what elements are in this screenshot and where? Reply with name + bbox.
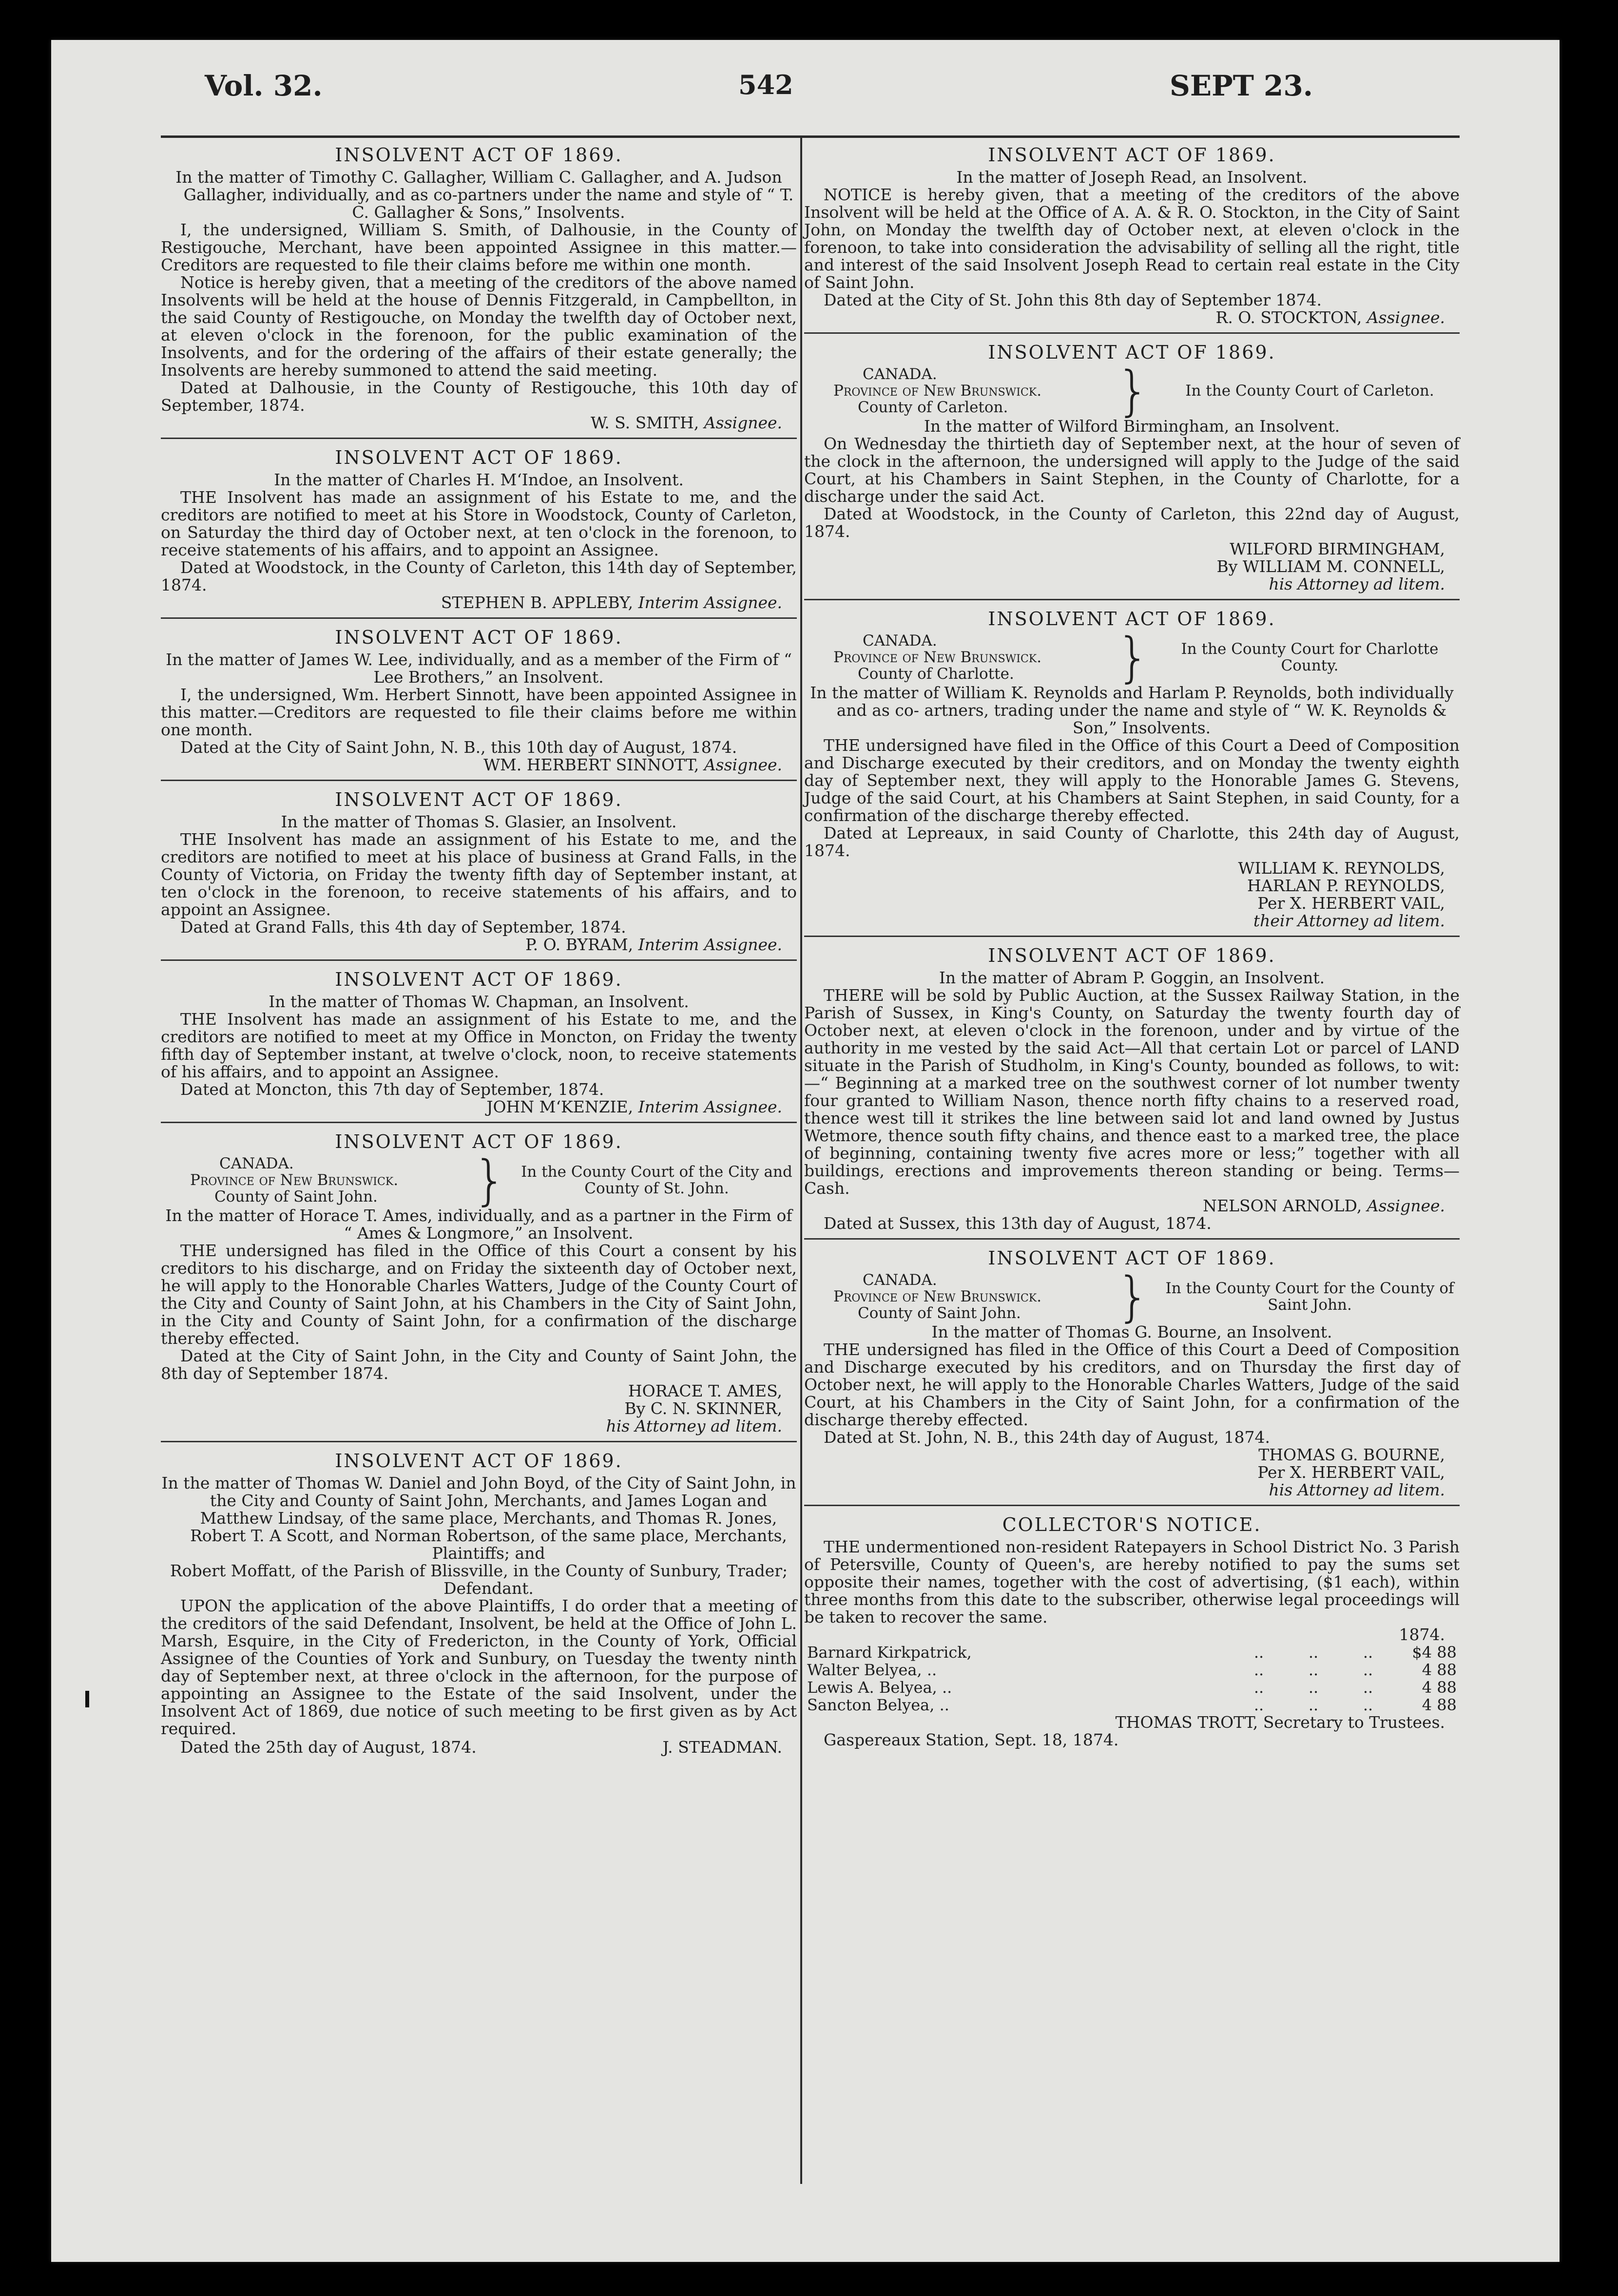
leader-dots: .. <box>1308 1696 1319 1714</box>
notice-paragraph: I, the undersigned, William S. Smith, of Dalhousie, in the County of Restigouche, Merchant, have been appointed Assignee in this matter.—Creditors are requested to file their claims before me within one month. <box>161 220 797 274</box>
caption-county: County of Carleton. <box>858 399 1008 416</box>
notice <box>161 444 797 619</box>
signature-line: Per X. HERBERT VAIL, <box>1257 894 1445 913</box>
caption-left <box>190 1155 463 1205</box>
ratepayer-amount: $4 88 <box>1412 1643 1457 1662</box>
signatory-name: STEPHEN B. APPLEBY, <box>441 593 634 612</box>
notice <box>161 624 797 781</box>
notice-heading: INSOLVENT ACT OF 1869. <box>335 447 623 468</box>
left-column <box>161 141 797 1767</box>
matter-line: In the matter of Thomas W. Chapman, an Insolvent. <box>269 992 689 1011</box>
right-column <box>804 141 1460 1760</box>
signatory-role: Interim Assignee. <box>638 593 782 612</box>
signature-line: his Attorney ad litem. <box>1269 574 1445 593</box>
matter-line: In the matter of Abram P. Goggin, an Insolvent. <box>939 968 1325 987</box>
brace-glyph: } <box>473 1149 507 1211</box>
signature-line: WILLIAM K. REYNOLDS, <box>1238 859 1445 878</box>
column-divider <box>800 137 802 2184</box>
signature <box>161 594 797 612</box>
caption-court: In the County Court for the County of Saint John. <box>1165 1280 1454 1314</box>
court-caption <box>833 360 1460 422</box>
caption-country: CANADA. <box>219 1155 294 1172</box>
signature-line: THOMAS G. BOURNE, <box>1258 1445 1445 1464</box>
signatory-role: Interim Assignee. <box>638 1097 782 1116</box>
volume-label: Vol. 32. <box>205 69 323 102</box>
notice-heading: INSOLVENT ACT OF 1869. <box>988 342 1276 363</box>
notice <box>161 1447 797 1762</box>
notice-heading: INSOLVENT ACT OF 1869. <box>988 1247 1276 1269</box>
header-rule <box>161 135 1460 138</box>
ratepayer-name: Walter Belyea, .. <box>807 1661 937 1679</box>
notice-paragraph: On Wednesday the thirtieth day of September next, at the hour of seven of the clock in the afternoon, the undersigned will apply to the Judge of the said Court, at his Chambers in Saint Stephen, in the County of Charlotte, for a discharge under the said Act. <box>804 434 1460 506</box>
caption-province: Province of New Brunswick. <box>833 1288 1042 1305</box>
caption-country: CANADA. <box>863 1271 937 1289</box>
notice <box>804 339 1460 600</box>
ratepayer-amount: 4 88 <box>1422 1678 1457 1697</box>
matter-line: In the matter of Horace T. Ames, individually, and as a partner in the Firm of “ Ames & Longmore,” an Insolvent. <box>165 1206 792 1243</box>
leader-dots: .. <box>1363 1678 1373 1697</box>
leader-dots: .. <box>1308 1661 1319 1679</box>
notice-paragraph: Dated at Woodstock, in the County of Carleton, this 14th day of September, 1874. <box>161 558 797 594</box>
matter-line: In the matter of Timothy C. Gallagher, William C. Gallagher, and A. Judson Gallagher, individually, and as co-partners under the name and style of “ T. C. Gallagher & Sons,” Insolvents. <box>175 168 794 222</box>
notice-heading: INSOLVENT ACT OF 1869. <box>335 1131 623 1152</box>
notice-paragraph: THE Insolvent has made an assignment of his Estate to me, and the creditors are notified to meet at his Store in Woodstock, County of Carleton, on Saturday the third day of October next, at ten o'clock in the forenoon, to receive statements of his affairs, and to appoint an Assignee. <box>161 488 797 559</box>
scan-mark <box>85 1691 89 1707</box>
caption-left <box>833 1272 1106 1321</box>
signature-line: By C. N. SKINNER, <box>624 1399 782 1418</box>
caption-court: In the County Court for Charlotte County. <box>1181 640 1439 674</box>
court-caption <box>833 626 1460 689</box>
signatory-name: P. O. BYRAM, <box>525 935 634 954</box>
notice-paragraph: THE Insolvent has made an assignment of his Estate to me, and the creditors are notified to meet at his place of business at Grand Falls, in the County of Victoria, on Friday the twenty fifth day of September instant, at ten o'clock in the forenoon, to receive statements of his affairs, and to appoint an Assignee. <box>161 830 797 919</box>
signature-line: his Attorney ad litem. <box>1269 1480 1445 1499</box>
notice-heading: INSOLVENT ACT OF 1869. <box>988 144 1276 166</box>
page-number: 542 <box>738 69 793 100</box>
notice-paragraph: THE undersigned have filed in the Office of this Court a Deed of Composition and Discharge executed by their creditors, and on Monday the twenty eighth day of September next, they will apply to the Honorable James G. Stevens, Judge of the said Court, at his Chambers at Saint Stephen, in said County, for a confirmation of the discharge thereby effected. <box>804 736 1460 825</box>
matter-line: Robert Moffatt, of the Parish of Blissville, in the County of Sunbury, Trader; Defendant. <box>170 1561 788 1598</box>
notice-paragraph: NOTICE is hereby given, that a meeting of the creditors of the above Insolvent will be held at the Office of A. A. & R. O. Stockton, in the City of Saint John, on Monday the twelfth day of October next, at eleven o'clock in the forenoon, to take into consideration the advisability of selling all the right, title and interest of the said Insolvent Joseph Read to certain real estate in the City of Saint John. <box>804 185 1460 292</box>
signatory-role: Interim Assignee. <box>638 935 782 954</box>
matter-line: In the matter of Thomas W. Daniel and John Boyd, of the City of Saint John, in the City and County of Saint John, Merchants, and James Logan and Matthew Lindsay, of the same place, Merchants, and Thomas R. Jones, Robert T. A Scott, and Norman Robertson, of the same place, Merchants, Plaintiffs; and <box>161 1473 796 1563</box>
leader-dots: .. <box>1253 1643 1264 1662</box>
notice-heading: INSOLVENT ACT OF 1869. <box>335 789 623 810</box>
ratepayer-table <box>804 1644 1460 1714</box>
caption-county: County of Saint John. <box>858 1304 1021 1322</box>
notice <box>804 1511 1460 1755</box>
signatory-name: WM. HERBERT SINNOTT, <box>483 755 699 774</box>
signature-line: HARLAN P. REYNOLDS, <box>1247 876 1445 895</box>
signature <box>161 936 797 954</box>
caption-county: County of Charlotte. <box>858 665 1014 683</box>
caption-province: Province of New Brunswick. <box>833 382 1042 400</box>
notice-paragraph: THERE will be sold by Public Auction, at the Sussex Railway Station, in the Parish of Sussex, in King's County, on Saturday the twenty fourth day of October next, at eleven o'clock in the forenoon, under and by virtue of the authority in me vested by the said Act—All that certain Lot or parcel of LAND situate in the Parish of Studholm, in King's County, bounded as follows, to wit:—“ Beginning at a marked tree on the southwest corner of lot number twenty four granted to William Nason, thence north fifty chains to a reserved road, thence west till it strikes the line between said lot and land owned by Justus Wetmore, thence south fifty chains, and thence east to a marked tree, the place of beginning, containing twenty five acres more or less;” together with all buildings, erections and improvements thereon standing or being. Terms—Cash. <box>804 986 1460 1198</box>
caption-left <box>833 366 1106 416</box>
signatory-name: R. O. STOCKTON, <box>1215 308 1362 327</box>
notice-heading: INSOLVENT ACT OF 1869. <box>335 627 623 648</box>
caption-province: Province of New Brunswick. <box>190 1171 399 1189</box>
signatory-name: W. S. SMITH, <box>591 413 699 432</box>
ratepayer-row <box>804 1644 1460 1661</box>
notice-paragraph: Dated at the City of St. John this 8th day of September 1874. <box>824 290 1322 309</box>
notice-paragraph: Dated at the City of Saint John, in the City and County of Saint John, the 8th day of September 1874. <box>161 1346 797 1383</box>
matter-line: In the matter of Thomas S. Glasier, an Insolvent. <box>281 812 677 831</box>
matter-line: In the matter of Wilford Birmingham, an Insolvent. <box>924 417 1340 436</box>
leader-dots: .. <box>1363 1643 1373 1662</box>
notice <box>161 966 797 1123</box>
brace-glyph: } <box>1116 1265 1150 1328</box>
signature-line: WILFORD BIRMINGHAM, <box>1230 539 1445 558</box>
notice-paragraph: Notice is hereby given, that a meeting of the creditors of the above named Insolvents will be held at the house of Dennis Fitzgerald, in Campbellton, in the said County of Restigouche, on Monday the twelfth day of October next, at eleven o'clock in the forenoon, for the public examination of the Insolvents, and for the ordering of the affairs of their estate generally; the Insolvents are hereby summoned to attend the said meeting. <box>161 273 797 380</box>
notice-heading: INSOLVENT ACT OF 1869. <box>988 945 1276 966</box>
ratepayer-name: Lewis A. Belyea, .. <box>807 1678 952 1697</box>
notice-paragraph: Dated at Dalhousie, in the County of Restigouche, this 10th day of September, 1874. <box>161 378 797 415</box>
caption-country: CANADA. <box>863 365 937 383</box>
signature-line: their Attorney ad litem. <box>1253 911 1445 930</box>
leader-dots: .. <box>1363 1661 1373 1679</box>
notice-heading: COLLECTOR'S NOTICE. <box>1002 1514 1262 1535</box>
matter-line: In the matter of Thomas G. Bourne, an Insolvent. <box>931 1322 1332 1341</box>
dated-line: Dated the 25th day of August, 1874. <box>180 1738 477 1757</box>
signatory-role: Assignee. <box>704 413 782 432</box>
notice <box>804 141 1460 334</box>
notice-paragraph: THE undermentioned non-resident Ratepayers in School District No. 3 Parish of Petersville, County of Queen's, are hereby notified to pay the sums set opposite their names, together with the cost of advertising, ($1 each), within three months from this date to the subscriber, otherwise legal proceedings will be taken to recover the same. <box>804 1537 1460 1626</box>
signatory-role: Assignee. <box>1367 1196 1445 1215</box>
matter-line: In the matter of James W. Lee, individually, and as a member of the Firm of “ Lee Brothers,” an Insolvent. <box>166 650 792 687</box>
caption-country: CANADA. <box>863 632 937 650</box>
notice-paragraph: THE undersigned has filed in the Office of this Court a consent by his creditors to his discharge, and on Friday the sixteenth day of October next, he will apply to the Honorable Charles Watters, Judge of the County Court of the City and County of Saint John, at his Chambers in the City of Saint John, in the City and County of Saint John, for a confirmation of the discharge thereby effected. <box>161 1241 797 1348</box>
rate-year: 1874. <box>1399 1625 1445 1644</box>
notice <box>804 1244 1460 1506</box>
notice-paragraph: UPON the application of the above Plaintiffs, I do order that a meeting of the creditors of the said Defendant, Insolvent, be held at the Office of John L. Marsh, Esquire, in the City of Fredericton, in the County of York, Official Assignee of the Counties of York and Sunbury, on Tuesday the twenty ninth day of September next, at three o'clock in the afternoon, for the purpose of appointing an Assignee to the Estate of the said Insolvent, under the Insolvent Act of 1869, due notice of such meeting to be first given as by Act required. <box>161 1596 797 1738</box>
caption-court: In the County Court of the City and County of St. John. <box>521 1163 792 1197</box>
notice <box>804 605 1460 937</box>
notice-paragraph: Dated at Grand Falls, this 4th day of September, 1874. <box>180 918 626 937</box>
notice-heading: INSOLVENT ACT OF 1869. <box>988 608 1276 630</box>
notice-paragraph: Dated at St. John, N. B., this 24th day of August, 1874. <box>824 1428 1270 1447</box>
issue-date: SEPT 23. <box>1170 69 1313 102</box>
leader-dots: .. <box>1363 1696 1373 1714</box>
ratepayer-name: Barnard Kirkpatrick, <box>807 1643 972 1662</box>
signatory-role: Assignee. <box>1367 308 1445 327</box>
dated-line: Gaspereaux Station, Sept. 18, 1874. <box>824 1730 1119 1749</box>
signature: THOMAS TROTT, Secretary to Trustees. <box>1115 1713 1445 1732</box>
notice-paragraph: I, the undersigned, Wm. Herbert Sinnott, have been appointed Assignee in this matter.—Creditors are requested to file their claims before me within one month. <box>161 685 797 739</box>
notice-paragraph: Dated at the City of Saint John, N. B., this 10th day of August, 1874. <box>180 738 737 757</box>
signature-line: Per X. HERBERT VAIL, <box>1257 1463 1445 1482</box>
caption-province: Province of New Brunswick. <box>833 649 1042 666</box>
notice-paragraph: THE Insolvent has made an assignment of his Estate to me, and the creditors are notified to meet at my Office in Moncton, on Friday the twenty fifth day of September instant, at twelve o'clock, noon, to receive statements of his affairs, and to appoint an Assignee. <box>161 1010 797 1081</box>
signature <box>161 414 797 432</box>
notice-paragraph: THE undersigned has filed in the Office of this Court a Deed of Composition and Discharge executed by his creditors, and on Thursday the first day of October next, he will apply to the Honorable Charles Watters, Judge of the said Court, at his Chambers in the City of Saint John, for a confirmation of the discharge thereby effected. <box>804 1340 1460 1429</box>
notice <box>161 1128 797 1442</box>
leader-dots: .. <box>1253 1696 1264 1714</box>
ratepayer-row <box>804 1696 1460 1714</box>
notice <box>804 942 1460 1240</box>
caption-left <box>833 632 1106 682</box>
ratepayer-amount: 4 88 <box>1422 1661 1457 1679</box>
signature-line: By WILLIAM M. CONNELL, <box>1216 557 1445 576</box>
notice-paragraph: Dated at Moncton, this 7th day of September, 1874. <box>180 1080 604 1099</box>
matter-line: In the matter of Charles H. M‘Indoe, an Insolvent. <box>274 470 684 489</box>
signature <box>161 756 797 774</box>
ratepayer-row <box>804 1679 1460 1696</box>
signatory-role: Assignee. <box>704 755 782 774</box>
leader-dots: .. <box>1308 1678 1319 1697</box>
signature <box>161 1098 797 1116</box>
brace-glyph: } <box>1116 360 1150 422</box>
leader-dots: .. <box>1253 1661 1264 1679</box>
leader-dots: .. <box>1308 1643 1319 1662</box>
ratepayer-name: Sancton Belyea, .. <box>807 1696 949 1714</box>
matter-line: In the matter of William K. Reynolds and Harlam P. Reynolds, both individually and as co- artners, trading under the name and style of “ W. K. Reynolds & Son,” Insolvents. <box>810 683 1454 737</box>
ratepayer-amount: 4 88 <box>1422 1696 1457 1714</box>
notice <box>161 141 797 439</box>
signature <box>804 1197 1460 1215</box>
signature: J. STEADMAN. <box>662 1738 782 1757</box>
signature <box>804 309 1460 326</box>
notice-heading: INSOLVENT ACT OF 1869. <box>335 969 623 990</box>
signatory-name: JOHN M‘KENZIE, <box>486 1097 634 1116</box>
caption-county: County of Saint John. <box>214 1188 378 1205</box>
dated-line: Dated at Sussex, this 13th day of August, 1874. <box>824 1214 1212 1233</box>
gazette-page <box>51 40 1560 2262</box>
signature-line: his Attorney ad litem. <box>606 1416 782 1435</box>
notice-heading: INSOLVENT ACT OF 1869. <box>335 144 623 166</box>
ratepayer-row <box>804 1661 1460 1679</box>
court-caption <box>833 1265 1460 1328</box>
notice-heading: INSOLVENT ACT OF 1869. <box>335 1450 623 1472</box>
notice-paragraph: Dated at Lepreaux, in said County of Charlotte, this 24th day of August, 1874. <box>804 823 1460 860</box>
court-caption <box>190 1149 797 1211</box>
matter-line: In the matter of Joseph Read, an Insolvent. <box>956 168 1308 187</box>
caption-court: In the County Court of Carleton. <box>1185 382 1434 400</box>
signatory-name: NELSON ARNOLD, <box>1203 1196 1362 1215</box>
brace-glyph: } <box>1116 626 1150 689</box>
signature-line: HORACE T. AMES, <box>628 1381 782 1400</box>
notice-paragraph: Dated at Woodstock, in the County of Carleton, this 22nd day of August, 1874. <box>804 504 1460 541</box>
dated-signature-row <box>161 1738 797 1757</box>
notice <box>161 786 797 961</box>
leader-dots: .. <box>1253 1678 1264 1697</box>
